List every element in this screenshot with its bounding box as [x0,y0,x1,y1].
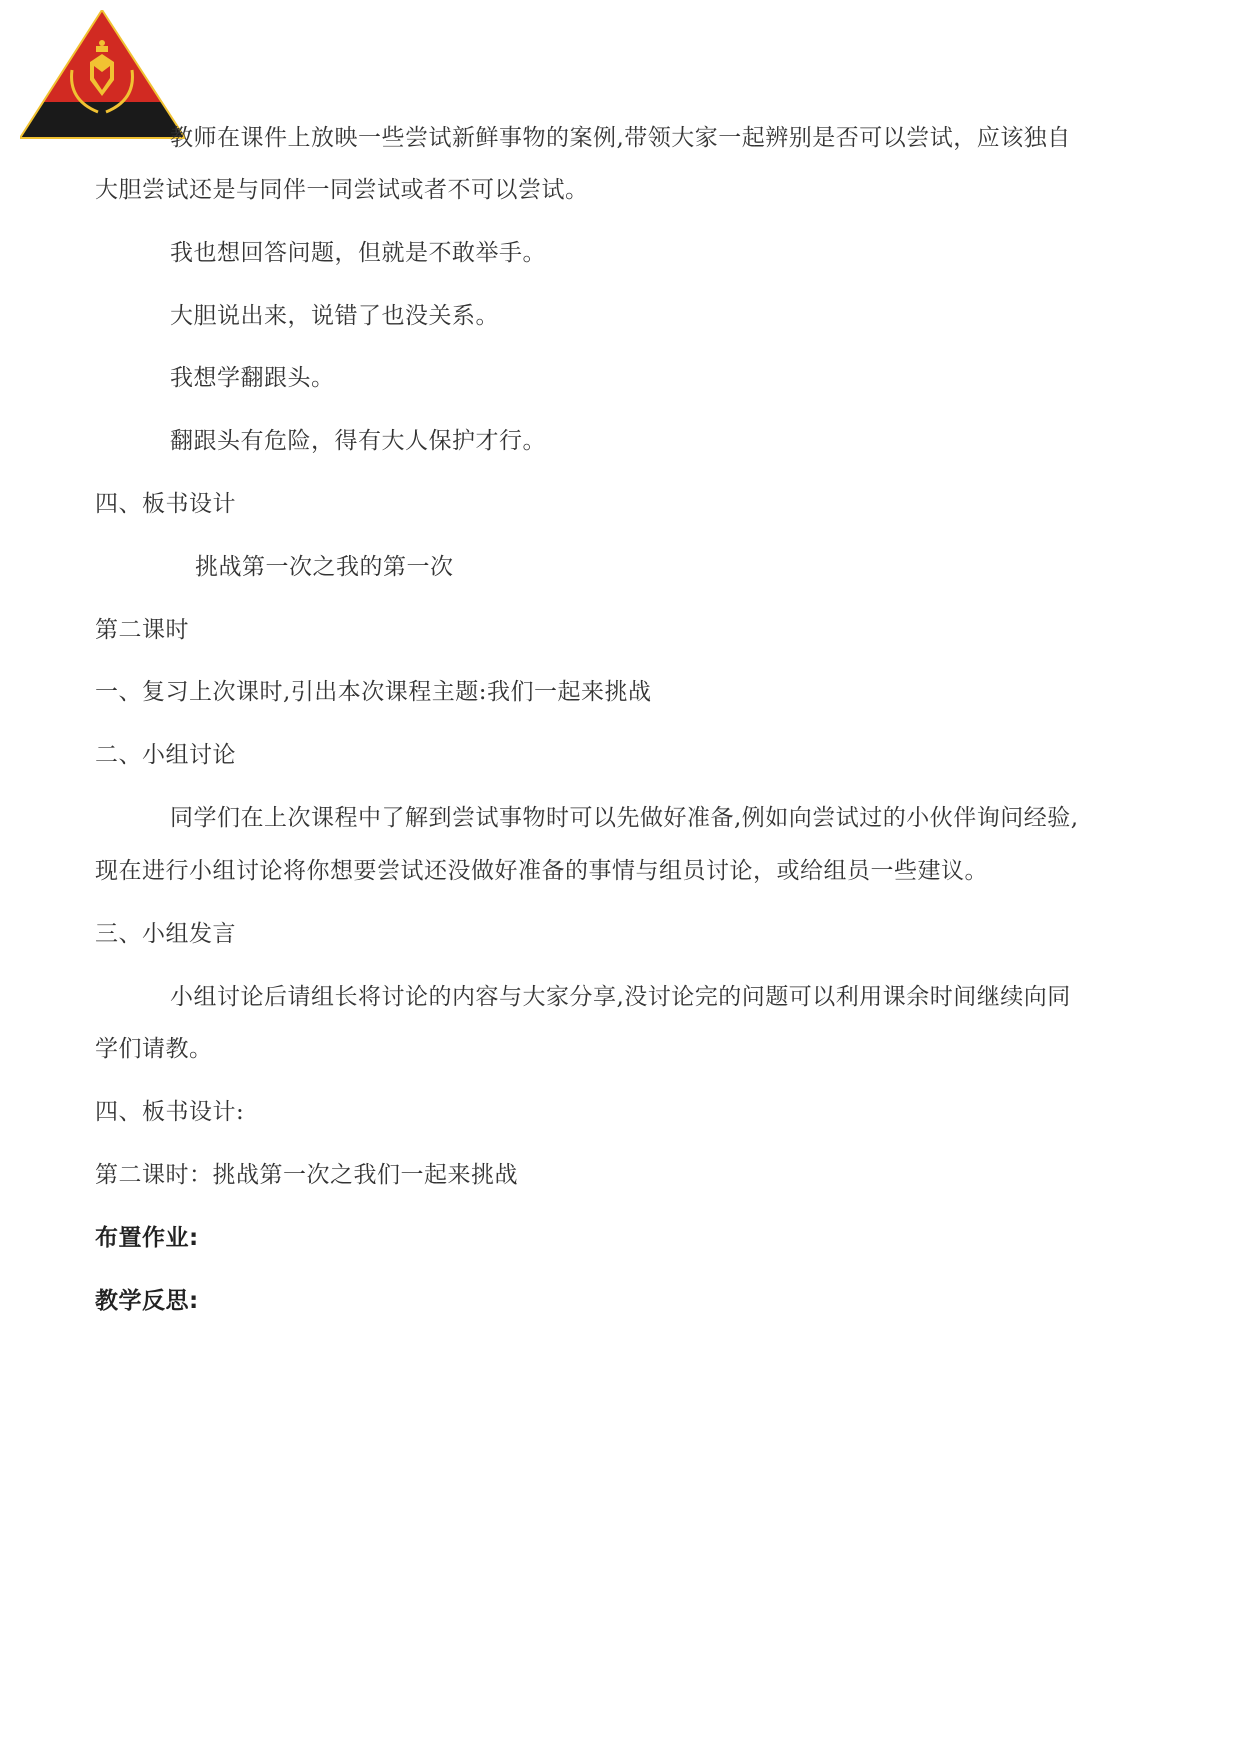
homework-heading: 布置作业: [95,1225,199,1251]
paragraph: 我想学翻跟头。 [170,365,335,391]
paragraph: 我也想回答问题，但就是不敢举手。 [170,240,546,266]
paragraph: 大胆说出来，说错了也没关系。 [170,303,499,329]
paragraph: 学们请教。 [95,1036,213,1062]
paragraph: 现在进行小组讨论将你想要尝试还没做好准备的事情与组员讨论，或给组员一些建议。 [95,858,988,884]
board-design-text: 挑战第一次之我的第一次 [195,554,454,580]
paragraph: 同学们在上次课程中了解到尝试事物时可以先做好准备,例如向尝试过的小伙伴询问经验, [170,805,1079,831]
section-heading: 二、小组讨论 [95,742,236,768]
section-heading: 三、小组发言 [95,921,236,947]
school-emblem-logo [20,10,185,142]
section-heading: 四、板书设计: [95,1099,245,1125]
paragraph: 小组讨论后请组长将讨论的内容与大家分享,没讨论完的问题可以利用课余时间继续向同 [170,984,1071,1010]
paragraph: 翻跟头有危险，得有大人保护才行。 [170,428,546,454]
reflection-heading: 教学反思: [95,1288,199,1314]
section-heading: 第二课时 [95,617,189,643]
paragraph: 教师在课件上放映一些尝试新鲜事物的案例,带领大家一起辨别是否可以尝试，应该独自 [170,125,1071,151]
section-heading: 一、复习上次课时,引出本次课程主题:我们一起来挑战 [95,679,652,705]
paragraph: 大胆尝试还是与同伴一同尝试或者不可以尝试。 [95,177,589,203]
board-design-text: 第二课时：挑战第一次之我们一起来挑战 [95,1162,518,1188]
section-heading: 四、板书设计 [95,491,236,517]
